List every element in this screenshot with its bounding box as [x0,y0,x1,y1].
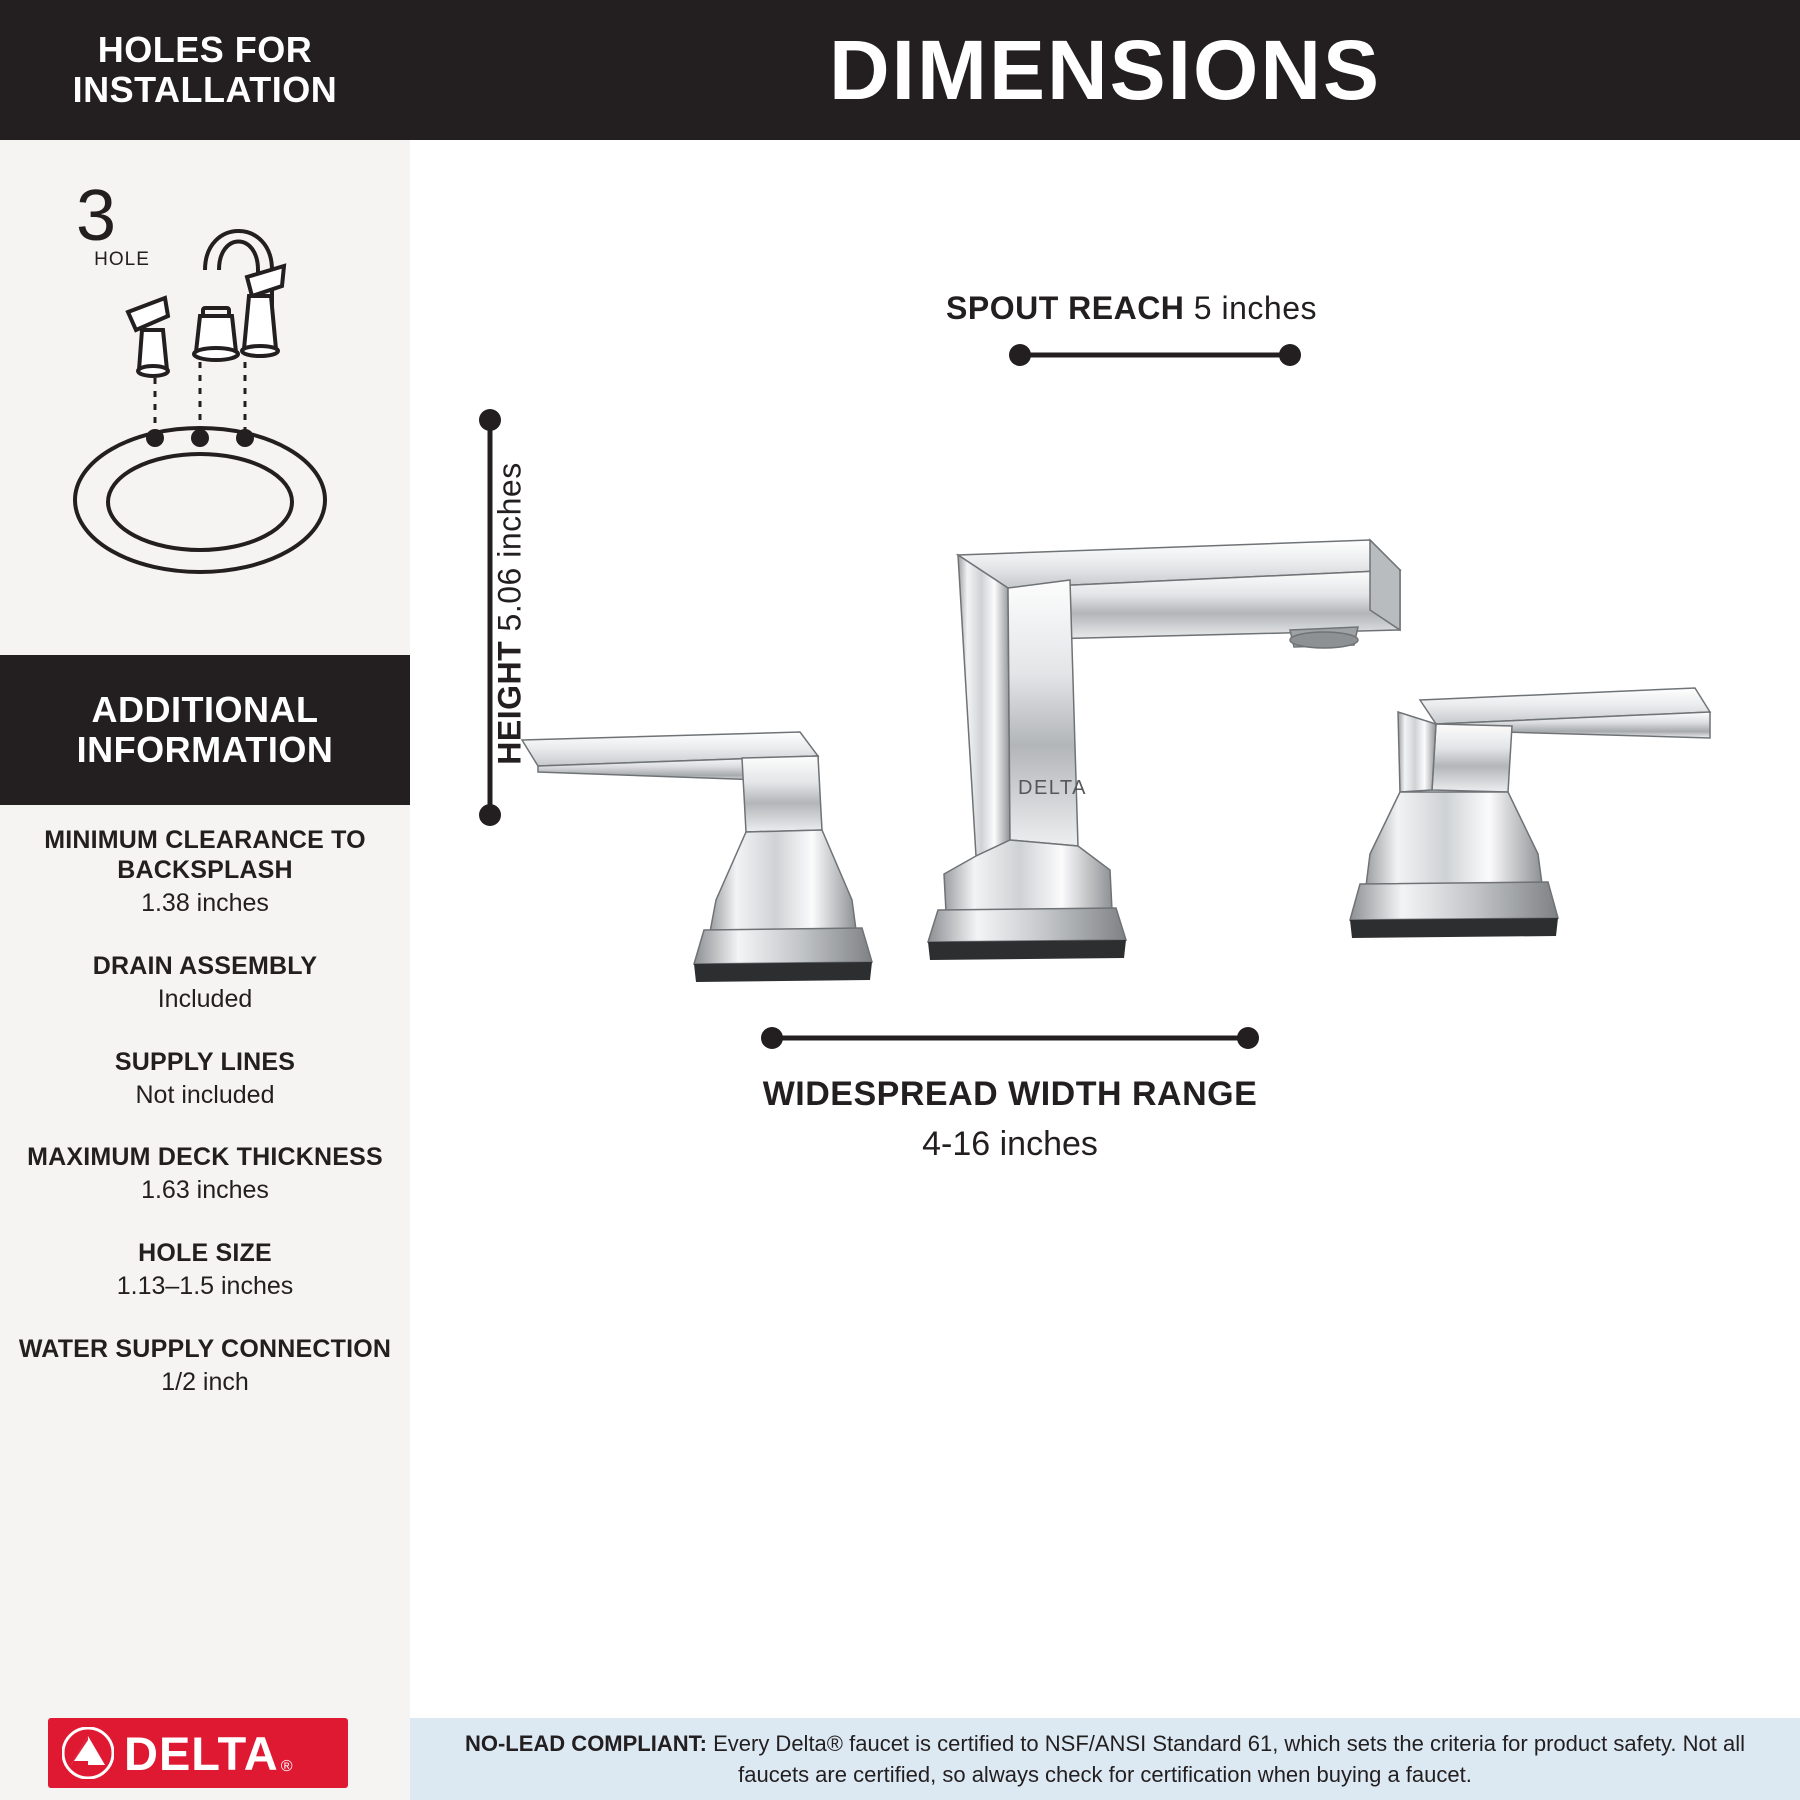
spec-value: 1/2 inch [161,1367,249,1396]
list-item [0,1238,410,1304]
spec-label: MINIMUM CLEARANCE TO BACKSPLASH [44,826,366,884]
page-title-bar [410,0,1800,140]
widespread-width-value-wrap [410,1125,1610,1164]
delta-logo [48,1718,348,1788]
spout-reach-label-text: SPOUT REACH [946,290,1185,326]
holes-for-installation-header [0,0,410,140]
spec-label: MAXIMUM DECK THICKNESS [27,1143,383,1172]
additional-information-list [0,825,410,1430]
list-item [0,1142,410,1208]
no-lead-compliant-footer [410,1718,1800,1800]
svg-text:3: 3 [75,176,117,256]
list-item [0,951,410,1017]
faucet-brand-mark: DELTA [1018,777,1087,799]
spec-value: 1.63 inches [141,1176,269,1205]
svg-text:HOLE: HOLE [94,249,150,270]
spec-value: Not included [135,1080,275,1109]
height-label-text: HEIGHT [491,640,528,765]
list-item [0,825,410,921]
spec-label: SUPPLY LINES [114,1047,296,1076]
delta-triangle-icon [62,1727,114,1779]
spec-label: DRAIN ASSEMBLY [92,951,318,980]
delta-registered-mark: ® [280,1758,293,1775]
spec-value: Included [157,984,253,1013]
faucet-handle-right [1350,688,1710,938]
spout-reach-value: 5 inches [1193,290,1317,326]
widespread-width-label [410,1075,1610,1114]
footer-label: NO-LEAD COMPLIANT: [464,1731,707,1756]
list-item [0,1047,410,1113]
delta-wordmark: DELTA [124,1726,279,1780]
dimensions-diagram [410,140,1800,1718]
widespread-width-measure [761,1027,1259,1049]
footer-body: Every Delta® faucet is certified to NSF/ANSI Standard 61, which sets the criteria for product safety. Not all faucets are certified, so always check for certification when buying a faucet. [706,1731,1745,1788]
spout-reach-label [946,290,1317,327]
spout-reach-measure [1009,344,1301,366]
spec-value: 1.38 inches [141,889,269,917]
page-title: DIMENSIONS [828,23,1382,117]
spec-value: 1.13–1.5 inches [116,1272,294,1300]
holes-installation-illustration [0,140,410,655]
spec-label: WATER SUPPLY CONNECTION [18,1334,392,1363]
faucet-spout [928,540,1400,960]
footer-text [436,1728,1774,1790]
list-item [0,1334,410,1400]
widespread-width-label-text: WIDESPREAD WIDTH RANGE [762,1075,1258,1113]
holes-header-label: HOLES FOR INSTALLATION [72,28,338,110]
faucet-handle-left [522,732,872,982]
height-value: 5.06 inches [491,462,528,632]
additional-information-header [0,655,410,805]
widespread-width-value: 4-16 inches [922,1125,1098,1163]
additional-header-label: ADDITIONAL INFORMATION [76,688,334,770]
height-label [492,364,529,864]
spec-label: HOLE SIZE [138,1239,272,1267]
sidebar [0,0,410,1800]
